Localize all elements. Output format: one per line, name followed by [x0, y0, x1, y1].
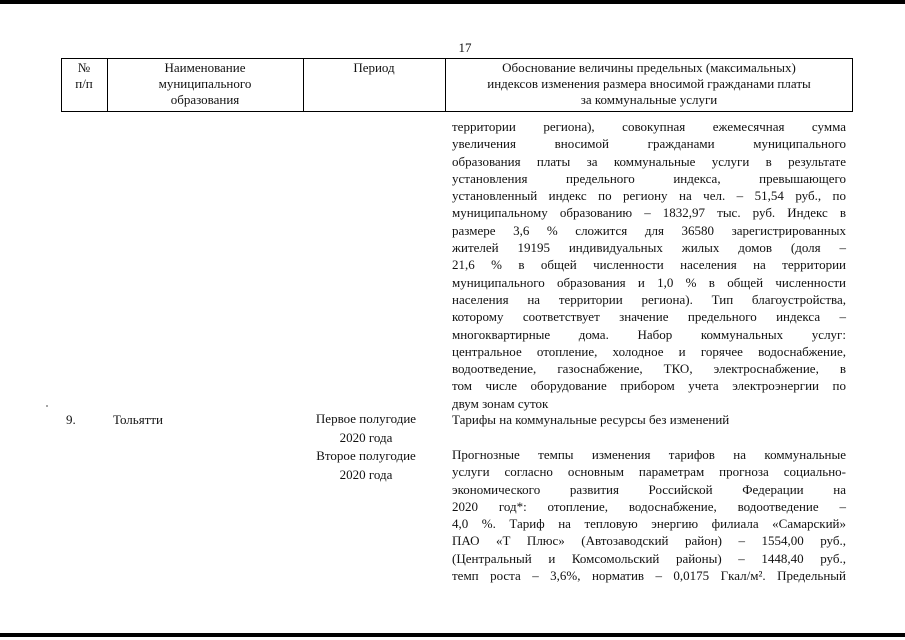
- header-number-line-2: п/п: [75, 76, 93, 91]
- header-justification-line-1: Обоснование величины предельных (максимальных): [502, 60, 796, 75]
- header-number: [62, 60, 106, 92]
- period-first-half-line-2: 2020 года: [339, 430, 393, 445]
- header-number-line-1: №: [77, 60, 91, 75]
- continuation-line: 21,6 % в общей численности населения на территории: [452, 257, 846, 273]
- continuation-line: установленный индекс по региону на чел. – 51,54 руб., по: [452, 188, 846, 204]
- continuation-line: увеличения вносимой гражданами муниципального: [452, 136, 846, 152]
- continuation-line: размере 3,6 % сложится для 36580 зарегистрированных: [452, 222, 846, 238]
- continuation-line: образования платы за коммунальные услуги в результате: [452, 153, 846, 169]
- header-municipality-line-2: муниципального: [158, 76, 252, 91]
- header-period: [304, 60, 444, 76]
- continuation-line: водоотведение, газоснабжение, ТКО, электроснабжение, в: [452, 361, 846, 377]
- period-first-half: [300, 409, 432, 447]
- period-second-half-line-2: 2020 года: [339, 467, 393, 482]
- forecast-line: Прогнозные темпы изменения тарифов на коммунальные: [452, 447, 846, 462]
- header-justification-line-3: за коммунальные услуги: [580, 92, 718, 107]
- table-right-border: [852, 58, 853, 112]
- continuation-line: том числе оборудование прибором учета электроэнергии по: [452, 378, 846, 394]
- forecast-line: темп роста – 3,6%, норматив – 0,0175 Гкал/м². Предельный: [452, 568, 846, 584]
- period-first-half-line-1: Первое полугодие: [315, 411, 417, 426]
- continuation-line: жителей 19195 индивидуальных жилых домов (доля –: [452, 240, 846, 256]
- continuation-line: населения на территории региона). Тип благоустройства,: [452, 291, 846, 307]
- bottom-scan-border: [0, 633, 905, 637]
- header-municipality-line-3: образования: [170, 92, 240, 107]
- forecast-line: экономического развития Российской Федерации на: [452, 481, 846, 497]
- continuation-line: установления предельного индекса, превышающего: [452, 170, 846, 186]
- row-9-number: 9.: [66, 412, 76, 427]
- continuation-line: муниципальному образованию – 1832,97 тыс. руб. Индекс в: [452, 205, 846, 221]
- forecast-line: (Центральный и Комсомольский районы) – 1448,40 руб.,: [452, 550, 846, 566]
- top-scan-border: [0, 0, 905, 4]
- period-second-half: [300, 446, 432, 484]
- scan-speck: [46, 405, 48, 407]
- table-top-border: [61, 58, 853, 59]
- continuation-line: многоквартирные дома. Набор коммунальных услуг:: [452, 326, 846, 342]
- header-justification: [446, 60, 852, 108]
- forecast-line: услуги согласно основным параметрам прогноза социально-: [452, 464, 846, 480]
- header-municipality-line-1: Наименование: [164, 60, 246, 75]
- forecast-line: 2020 год*: отопление, водоснабжение, водоотведение –: [452, 498, 846, 514]
- tariffs-unchanged-note: Тарифы на коммунальные ресурсы без изменений: [452, 412, 730, 427]
- continuation-line: территории региона), совокупная ежемесячная сумма: [452, 119, 846, 134]
- page-number: 17: [458, 40, 472, 55]
- table-header-bottom-border: [61, 111, 853, 112]
- forecast-paragraph: [452, 446, 846, 584]
- header-municipality: [108, 60, 302, 108]
- forecast-line: ПАО «Т Плюс» (Автозаводский район) – 1554,00 руб.,: [452, 533, 846, 549]
- row-9-municipality: Тольятти: [113, 412, 164, 427]
- continuation-line: двум зонам суток: [452, 395, 549, 411]
- period-second-half-line-1: Второе полугодие: [316, 448, 416, 463]
- continuation-line: которому соответствует значение предельного индекса –: [452, 309, 846, 325]
- forecast-line: 4,0 %. Тариф на тепловую энергию филиала «Самарский»: [452, 516, 846, 532]
- continuation-paragraph: [452, 118, 846, 412]
- continuation-line: муниципального образования и 1,0 % в общей численности: [452, 274, 846, 290]
- header-period-line-1: Период: [353, 60, 395, 75]
- header-justification-line-2: индексов изменения размера вносимой гражданами платы: [487, 76, 811, 91]
- continuation-line: центральное отопление, холодное и горячее водоснабжение,: [452, 343, 846, 359]
